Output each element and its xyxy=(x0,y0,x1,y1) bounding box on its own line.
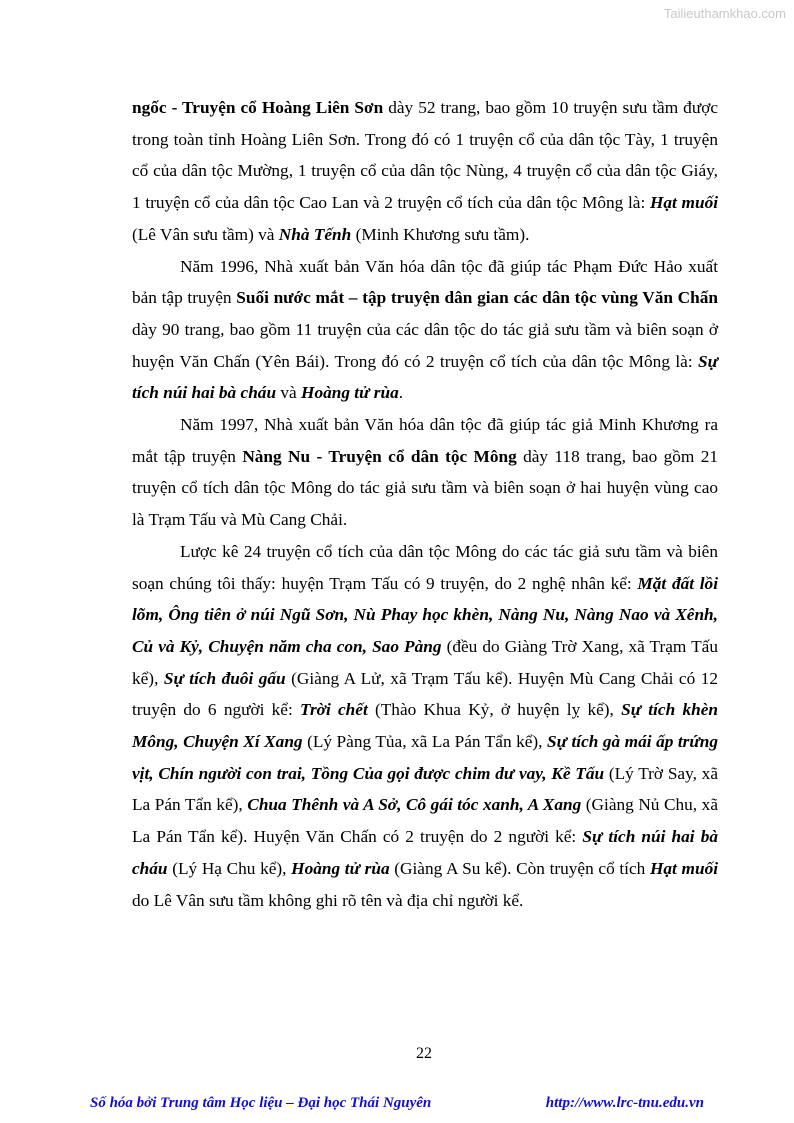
body-text: (Lê Vân sưu tầm) và xyxy=(132,224,279,244)
body-text: Năm 1996, Nhà xuất bản Văn hóa dân tộc đã giúp tác Phạm Đức Hảo xuất bản tập truyện xyxy=(132,256,718,308)
bold-title: ngốc - Truyện cổ Hoàng Liên Sơn xyxy=(132,98,384,117)
story-title: Chua Thênh và A Sở, Cô gái tóc xanh, A Xang xyxy=(247,795,582,815)
story-title: Sự tích đuôi gấu xyxy=(163,668,286,688)
page-number: 22 xyxy=(416,1045,432,1062)
bold-title: Nàng Nu - Truyện cổ dân tộc Mông xyxy=(242,446,517,466)
body-text: . xyxy=(398,383,404,403)
story-title: Hoàng tử rùa xyxy=(301,383,399,403)
body-text: (Minh Khương sưu tầm). xyxy=(351,224,530,244)
story-title: Sự tích gà mái ấp trứng vịt, Chín người con trai, Tồng Của gọi được chim dư vay, Kề Tấu xyxy=(132,732,718,783)
story-title: Sự tích núi hai bà cháu xyxy=(132,351,718,403)
body-text: Lược kê 24 truyện cổ tích của dân tộc Mông do các tác giả sưu tầm và biên soạn chúng tôi thấy: huyện Trạm Tấu có 9 truyện, do 2 nghệ nhân kể: xyxy=(132,541,718,593)
body-text: dày 118 trang, bao gồm 21 truyện cổ tích dân tộc Mông do tác giả sưu tầm và biên soạn ở hai huyện vùng cao là Trạm Tấu và Mù Cang Chải. xyxy=(132,446,718,530)
story-title: Sự tích núi hai bà cháu xyxy=(132,827,718,878)
footer-url-link[interactable]: http://www.lrc-tnu.edu.vn xyxy=(545,1095,704,1111)
paragraph xyxy=(132,409,718,536)
story-title: Mặt đất lồi lõm, Ông tiên ở núi Ngũ Sơn, Nù Phay học khèn, Nàng Nu, Nàng Nao và Xênh, Củ và Kỷ, Chuyện năm cha con, Sao Pàng xyxy=(132,573,718,656)
paragraph xyxy=(132,251,718,410)
body-text: (Thào Khua Kỷ, ở huyện lỵ kể), xyxy=(367,700,622,720)
body-text: (Lý Trờ Say, xã La Pán Tẩn kể), xyxy=(132,763,718,815)
story-title: Hoàng tử rùa xyxy=(291,858,390,878)
story-title: Sự tích khèn Mông, Chuyện Xí Xang xyxy=(132,700,718,752)
body-text: dày 52 trang, bao gồm 10 truyện sưu tầm được trong toàn tỉnh Hoàng Liên Sơn. Trong đó có 1 truyện cổ của dân tộc Tày, 1 truyện cổ của dân tộc Mường, 1 truyện cổ của dân tộc Nùng, 4 truyện cổ của dân tộc Giáy, 1 truyện cổ của dân tộc Cao Lan và 2 truyện cổ tích của dân tộc Mông là: xyxy=(132,98,718,213)
body-text: (Giàng Nủ Chu, xã La Pán Tẩn kể). Huyện Văn Chấn có 2 truyện do 2 người kể: xyxy=(132,795,718,847)
paragraph xyxy=(132,92,718,251)
footer xyxy=(90,1095,704,1112)
story-title: Hạt muối xyxy=(649,193,719,213)
document-body xyxy=(132,92,718,916)
body-text: (đều do Giàng Trờ Xang, xã Trạm Tấu kể), xyxy=(132,636,718,688)
bold-title: Suối nước mắt – tập truyện dân gian các dân tộc vùng Văn Chấn xyxy=(236,288,718,308)
story-title: Nhà Tếnh xyxy=(278,224,352,244)
body-text: (Lý Hạ Chu kể), xyxy=(167,858,292,878)
body-text: Năm 1997, Nhà xuất bản Văn hóa dân tộc đã giúp tác giả Minh Khương ra mắt tập truyện xyxy=(132,415,718,466)
paragraph xyxy=(132,536,718,916)
body-text: và xyxy=(276,383,302,403)
body-text: (Giàng A Su kể). Còn truyện cổ tích xyxy=(389,858,650,878)
footer-digitized-by: Số hóa bởi Trung tâm Học liệu – Đại học Thái Nguyên xyxy=(90,1095,432,1111)
story-title: Hạt muối xyxy=(649,858,719,878)
body-text: do Lê Vân sưu tầm không ghi rõ tên và địa chỉ người kể. xyxy=(132,890,524,910)
body-text: (Lý Pàng Tủa, xã La Pán Tẩn kể), xyxy=(302,732,547,752)
body-text: dày 90 trang, bao gồm 11 truyện của các dân tộc do tác giả sưu tầm và biên soạn ở huyện Văn Chấn (Yên Bái). Trong đó có 2 truyện cổ tích của dân tộc Mông là: xyxy=(132,319,718,371)
body-text: (Giàng A Lử, xã Trạm Tấu kể). Huyện Mù Cang Chải có 12 truyện do 6 người kể: xyxy=(132,668,718,720)
story-title: Trời chết xyxy=(300,700,368,720)
watermark: Tailieuthamkhao.com xyxy=(663,6,786,21)
